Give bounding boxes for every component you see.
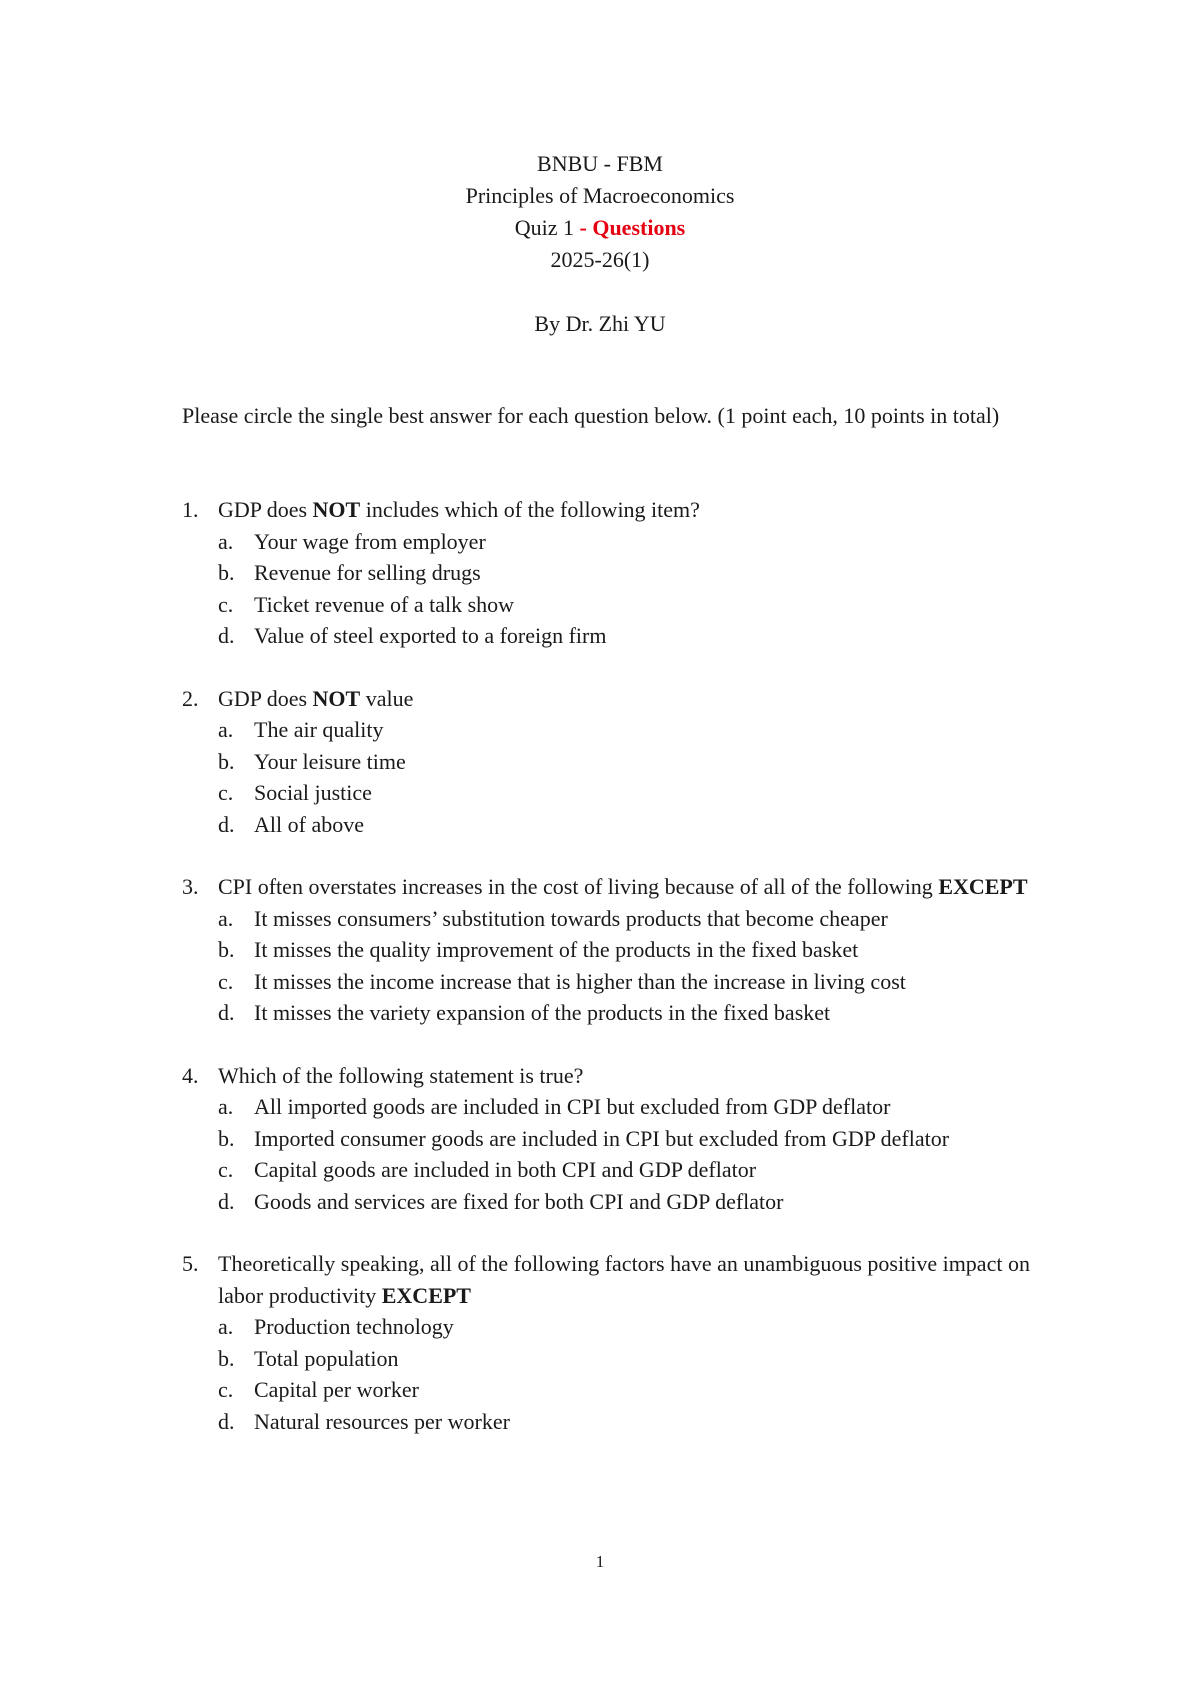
option-letter: c. [218,1377,234,1402]
answer-option[interactable] [182,1406,1032,1438]
question-text-part: GDP does [218,685,313,711]
question-emphasis: NOT [312,497,361,522]
option-letter: b. [218,937,235,962]
option-letter: d. [218,1408,235,1434]
question-text-part: value [360,685,414,711]
question-text [218,871,1032,903]
question-emphasis: EXCEPT [381,1282,471,1308]
question-number: 1. [182,497,199,522]
page-number: 1 [595,1552,605,1571]
option-text: Your wage from employer [254,528,486,554]
answer-option[interactable] [182,714,1032,746]
option-letter: a. [218,905,234,931]
option-text: Total population [254,1345,399,1371]
option-text: Capital goods are included in both CPI and GDP deflator [254,1157,757,1182]
option-text: Revenue for selling drugs [254,560,481,585]
institution-name: BNBU - FBM [537,151,663,176]
question-emphasis: EXCEPT [938,874,1028,899]
option-letter: d. [218,811,235,837]
option-text: Value of steel exported to a foreign firm [254,623,607,648]
question-text [218,494,1032,526]
answer-option[interactable] [182,589,1032,621]
answer-option[interactable] [182,1311,1032,1343]
answer-option[interactable] [182,1374,1032,1406]
option-letter: d. [218,623,235,648]
document-header [0,148,1200,276]
question-4 [182,1060,1032,1218]
option-text: Goods and services are fixed for both CPI and GDP deflator [254,1188,784,1214]
quiz-title-prefix: Quiz 1 [514,215,580,240]
option-text: The air quality [254,717,384,742]
question-text-part: Theoretically speaking, all of the following factors have an unambiguous positive impact on labor productivity [218,1251,1030,1308]
option-letter: d. [218,1000,235,1025]
option-text: It misses the income increase that is higher than the increase in living cost [254,968,906,994]
question-text-part: CPI often overstates increases in the cost of living because of all of the following [218,874,939,899]
option-text: It misses consumers’ substitution towards products that become cheaper [254,905,888,931]
option-letter: a. [218,1094,234,1119]
option-text: Production technology [254,1314,454,1339]
question-stem [182,871,1032,903]
question-text-part: includes which of the following item? [360,497,700,522]
question-2 [182,683,1032,841]
course-title: Principles of Macroeconomics [465,183,735,208]
option-letter: c. [218,591,234,617]
answer-option[interactable] [182,620,1032,652]
quiz-title [0,212,1200,244]
question-stem [182,1248,1032,1311]
option-letter: a. [218,717,234,742]
question-number: 4. [182,1062,199,1088]
option-text: Ticket revenue of a talk show [254,591,515,617]
question-3 [182,871,1032,1029]
option-letter: b. [218,1345,235,1371]
question-list [182,494,1032,1468]
author-line: By Dr. Zhi YU [534,311,666,336]
answer-option[interactable] [182,1186,1032,1218]
answer-option[interactable] [182,1343,1032,1375]
option-text: Your leisure time [254,748,406,774]
term-label: 2025-26(1) [550,247,650,272]
question-text [218,683,1032,715]
answer-option[interactable] [182,1154,1032,1186]
option-text: All of above [254,811,364,837]
answer-option[interactable] [182,966,1032,998]
answer-option[interactable] [182,557,1032,589]
answer-option[interactable] [182,746,1032,778]
question-number: 3. [182,874,199,899]
question-stem [182,683,1032,715]
option-text: Social justice [254,780,372,805]
option-text: Natural resources per worker [254,1408,510,1434]
option-letter: a. [218,1314,234,1339]
option-letter: a. [218,528,234,554]
question-text-part: GDP does [218,497,313,522]
option-text: Imported consumer goods are included in CPI but excluded from GDP deflator [254,1125,950,1151]
question-text [218,1060,1032,1092]
option-text: All imported goods are included in CPI but excluded from GDP deflator [254,1094,891,1119]
answer-option[interactable] [182,1123,1032,1155]
option-letter: b. [218,748,235,774]
question-number: 5. [182,1251,199,1276]
option-letter: b. [218,1125,235,1151]
question-stem [182,494,1032,526]
option-text: Capital per worker [254,1377,419,1402]
option-letter: c. [218,1157,234,1182]
question-text [218,1248,1032,1311]
answer-option[interactable] [182,934,1032,966]
option-letter: b. [218,560,235,585]
answer-option[interactable] [182,1091,1032,1123]
answer-option[interactable] [182,997,1032,1029]
option-text: It misses the variety expansion of the products in the fixed basket [254,1000,831,1025]
option-letter: d. [218,1188,235,1214]
question-number: 2. [182,685,199,711]
option-letter: c. [218,968,234,994]
option-text: It misses the quality improvement of the products in the fixed basket [254,937,859,962]
question-5 [182,1248,1032,1437]
answer-option[interactable] [182,903,1032,935]
instructions: Please circle the single best answer for each question below. (1 point each, 10 points in total) [182,403,1000,428]
option-letter: c. [218,780,234,805]
question-emphasis: NOT [312,685,361,711]
answer-option[interactable] [182,777,1032,809]
question-text-part: Which of the following statement is true? [218,1062,584,1088]
answer-option[interactable] [182,809,1032,841]
question-1 [182,494,1032,652]
quiz-title-highlight: - Questions [579,215,686,240]
answer-option[interactable] [182,526,1032,558]
question-stem [182,1060,1032,1092]
